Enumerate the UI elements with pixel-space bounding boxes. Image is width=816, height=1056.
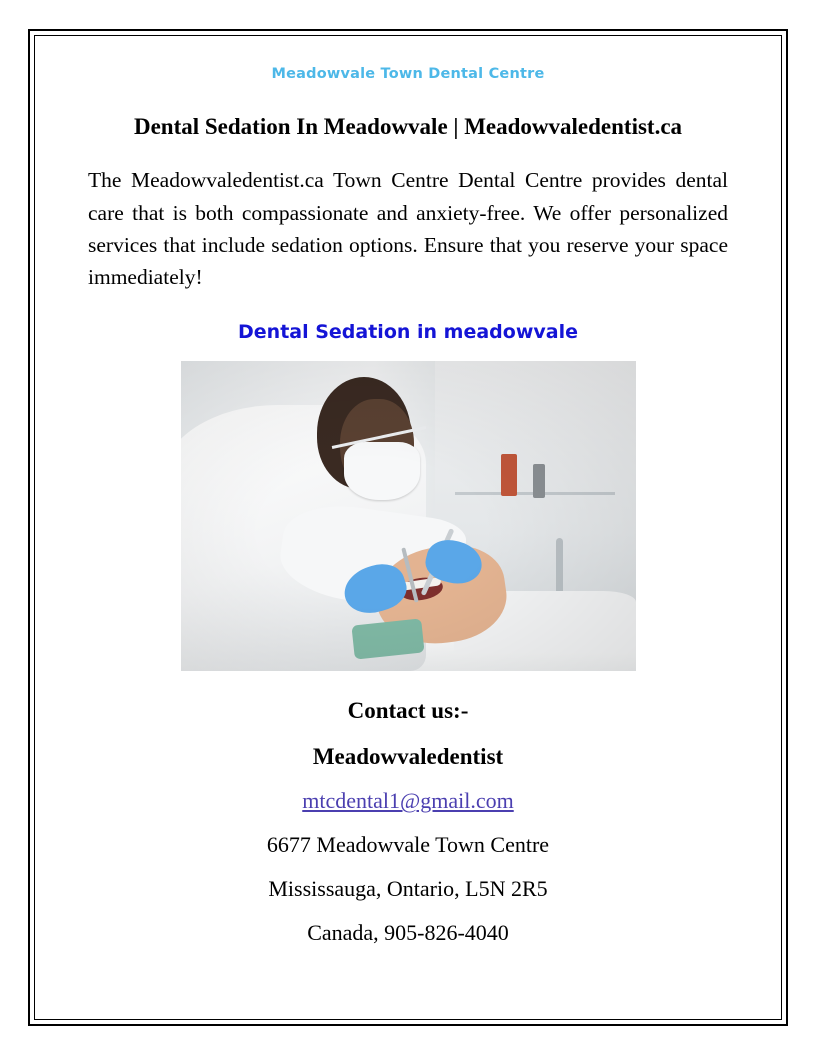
contact-email [88, 788, 728, 814]
brand-heading: Meadowvale Town Dental Centre [271, 66, 545, 82]
intro-paragraph: The Meadowvaledentist.ca Town Centre Dental Centre provides dental care that is both compassionate and anxiety-free. We offer personalized services that include sedation options. Ensure that you reserve your space immediately! [88, 168, 728, 290]
contact-address-line-2: Mississauga, Ontario, L5N 2R5 [268, 876, 548, 902]
contact-address-line-3: Canada, 905-826-4040 [307, 920, 509, 946]
photo-vignette [181, 361, 636, 671]
contact-heading: Contact us:- [347, 698, 469, 724]
figure [88, 361, 728, 676]
dental-sedation-photo [181, 361, 636, 671]
contact-business-name: Meadowvaledentist [312, 744, 504, 770]
contact-email-link[interactable]: mtcdental1@gmail.com [302, 788, 514, 814]
section-subheading: Dental Sedation in meadowvale [238, 321, 578, 344]
page-content [28, 28, 788, 946]
contact-address-line-1: 6677 Meadowvale Town Centre [266, 832, 550, 858]
page-title: Dental Sedation In Meadowvale | Meadowvaledentist.ca [133, 114, 683, 139]
